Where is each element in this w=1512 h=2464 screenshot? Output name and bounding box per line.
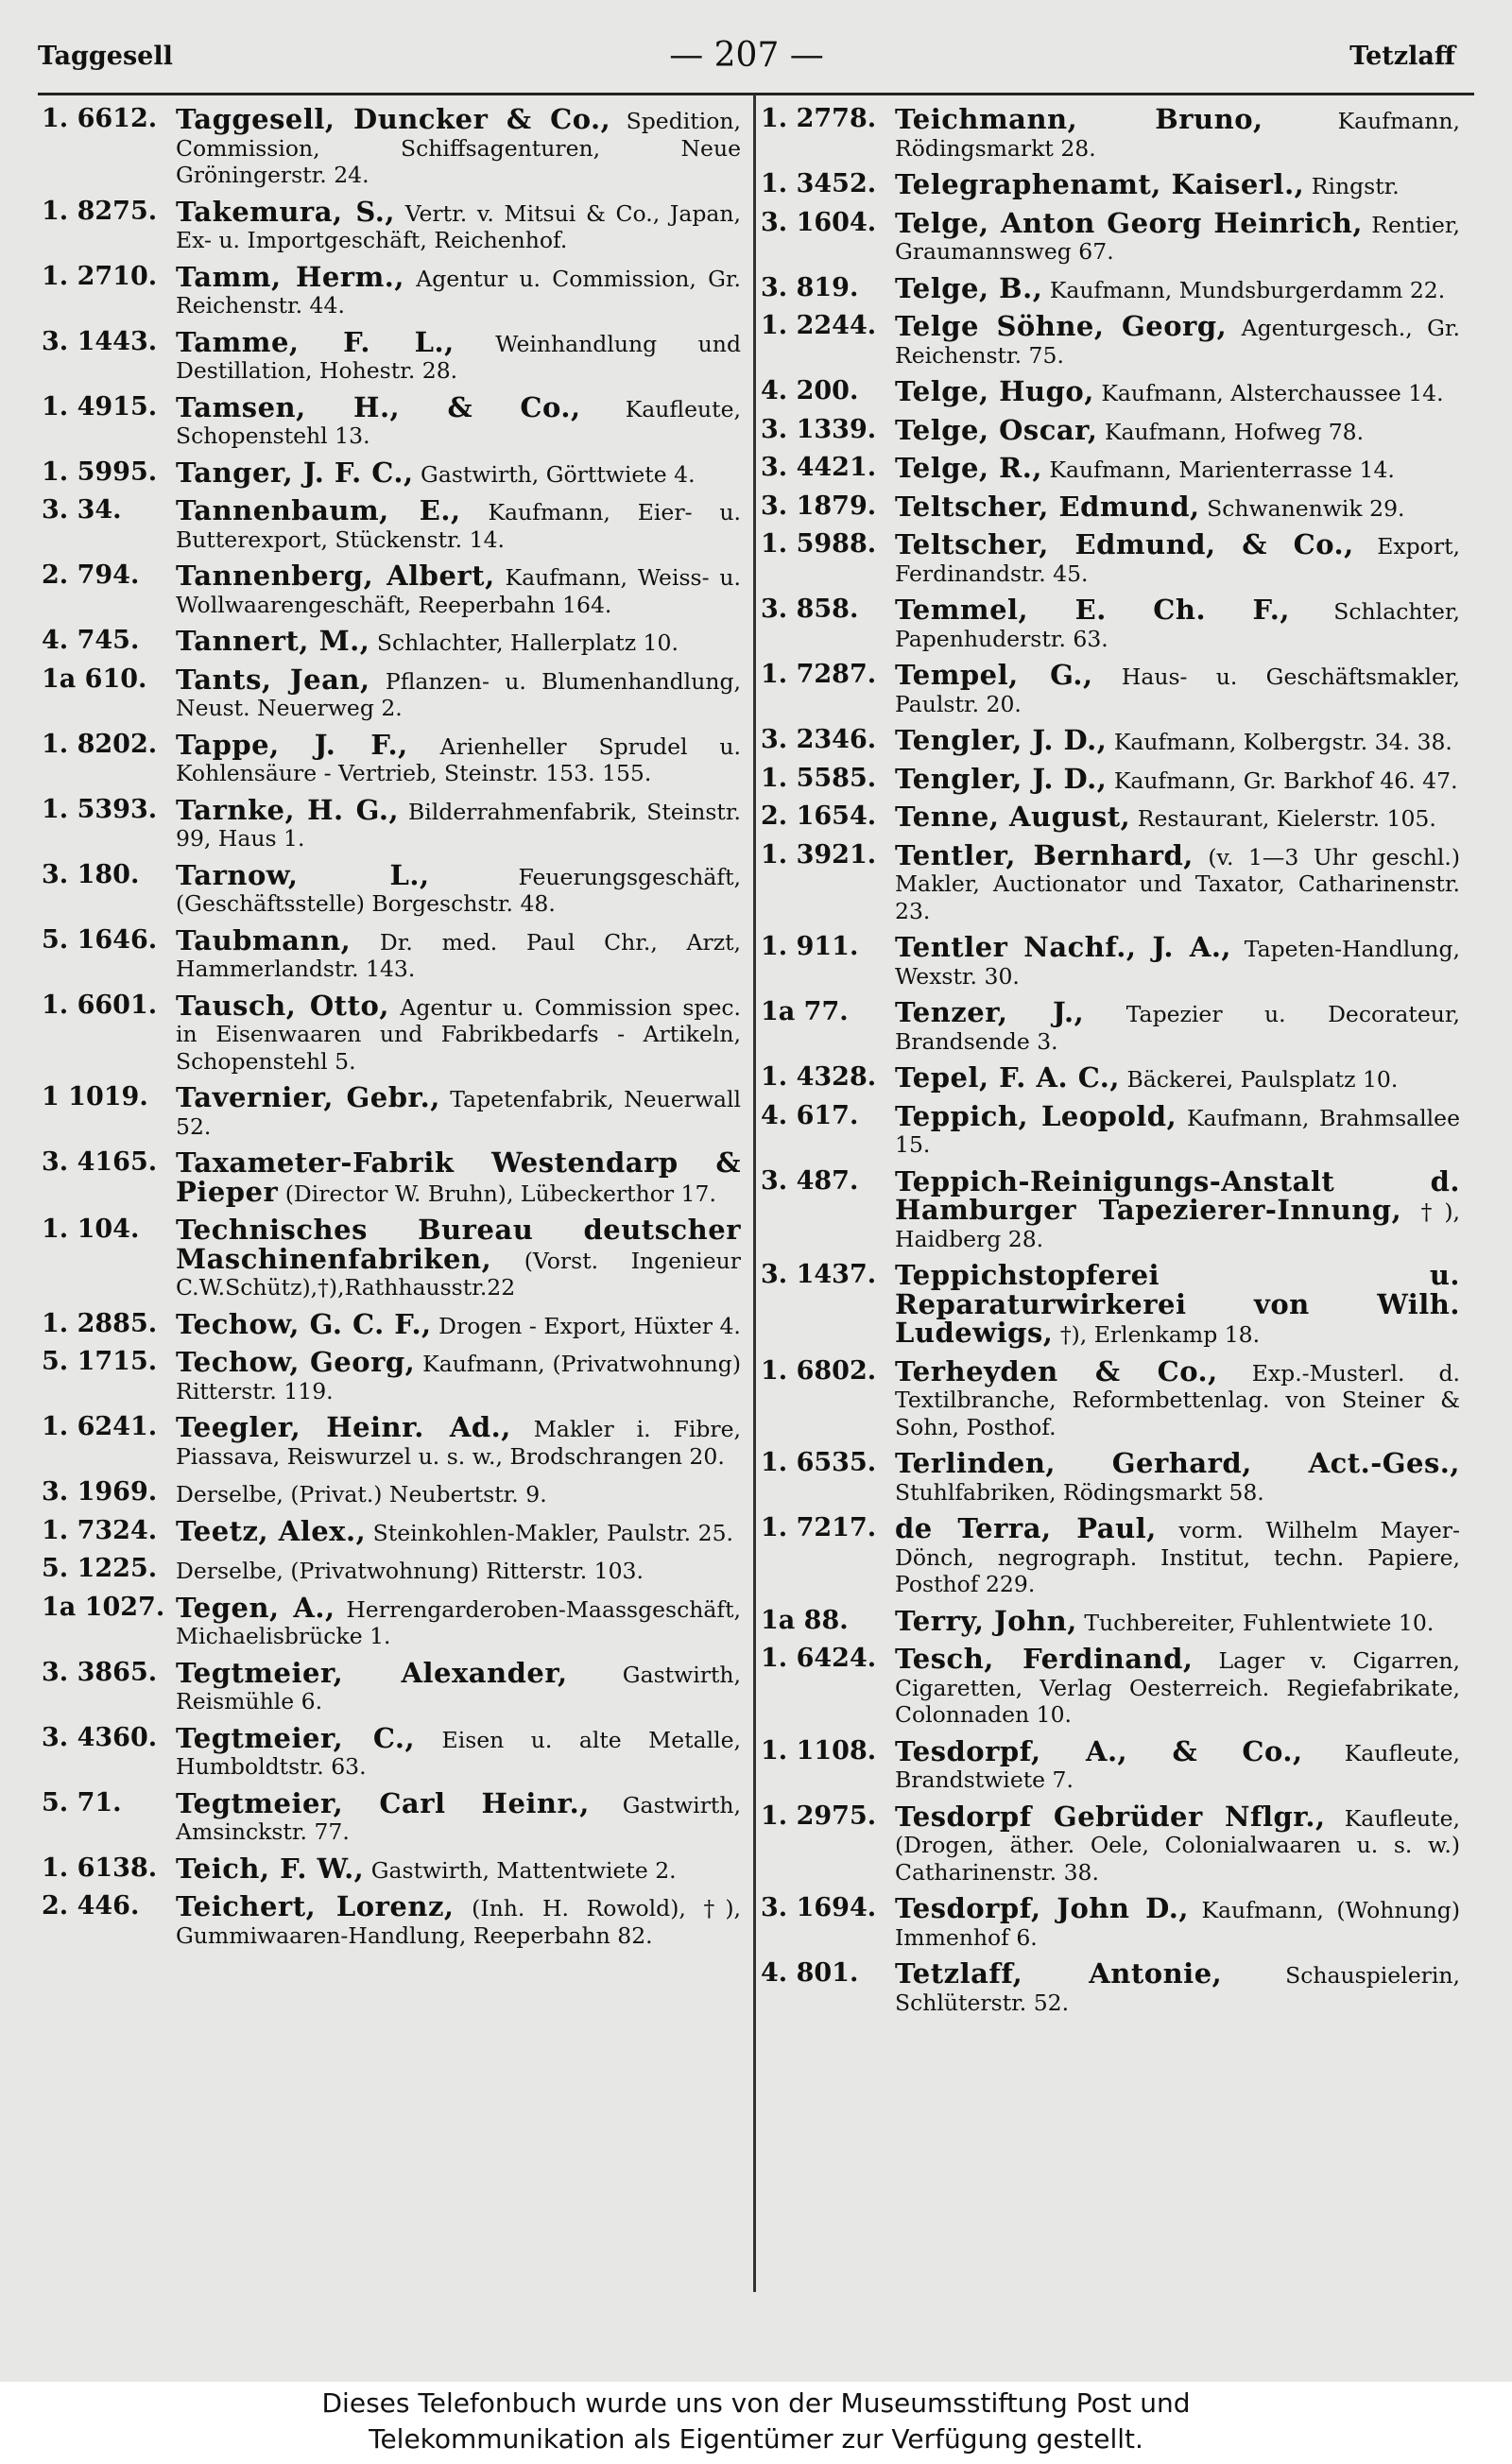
subscriber-name: Tappe, J. F., bbox=[176, 728, 408, 761]
subscriber-name: Tengler, J. D., bbox=[895, 762, 1108, 795]
directory-entry bbox=[42, 1346, 741, 1404]
phone-number: 3. 1969. bbox=[42, 1477, 158, 1507]
phone-number: 1. 104. bbox=[42, 1215, 140, 1244]
header-last-name: Tetzlaff bbox=[1349, 42, 1455, 71]
subscriber-details: Bäckerei, Paulsplatz 10. bbox=[1126, 1066, 1399, 1093]
subscriber-name: Tamsen, H., & Co., bbox=[176, 390, 581, 423]
subscriber-name: Terheyden & Co., bbox=[895, 1354, 1218, 1387]
subscriber-name: Telegraphenamt, Kaiserl., bbox=[895, 168, 1305, 200]
subscriber-name: Tegtmeier, Alexander, bbox=[176, 1656, 568, 1689]
phone-number: 1. 2710. bbox=[42, 261, 158, 291]
subscriber-details: Gastwirth, Amsinckstr. 77. bbox=[176, 1791, 741, 1845]
directory-entry bbox=[761, 103, 1460, 162]
phone-number: 1. 4915. bbox=[42, 391, 158, 422]
directory-entry bbox=[42, 1411, 741, 1470]
directory-entry bbox=[761, 413, 1460, 446]
phone-number: 4. 801. bbox=[761, 1958, 859, 1988]
directory-entry bbox=[42, 1146, 741, 1208]
subscriber-name: Tesdorpf Gebrüder Nflgr., bbox=[895, 1800, 1326, 1833]
subscriber-details: Schlachter, Papenhuderstr. 63. bbox=[895, 598, 1460, 652]
directory-entry bbox=[42, 1721, 741, 1781]
directory-entry bbox=[761, 1892, 1460, 1951]
footer-line-2: Telekommunikation als Eigentümer zur Verfügung gestellt. bbox=[369, 2423, 1143, 2455]
phone-number: 1. 5995. bbox=[42, 457, 158, 487]
directory-entry bbox=[761, 1354, 1460, 1441]
phone-number: 5. 1646. bbox=[42, 924, 158, 955]
header-first-name: Taggesell bbox=[38, 42, 173, 71]
subscriber-details: Schwanenwik 29. bbox=[1207, 494, 1405, 522]
subscriber-details: Weinhandlung und Destillation, Hohestr. 28. bbox=[176, 330, 741, 384]
subscriber-name: Temmel, E. Ch. F., bbox=[895, 594, 1290, 626]
right-column bbox=[761, 103, 1461, 2025]
subscriber-details: Kaufmann, Alsterchaussee 14. bbox=[1101, 380, 1444, 406]
directory-entry bbox=[761, 1447, 1460, 1506]
subscriber-details: (Vorst. Ingenieur C.W.Schütz),†),Rathhausstr.22 bbox=[176, 1247, 741, 1301]
phone-number: 3. 4360. bbox=[42, 1722, 158, 1752]
subscriber-details: Agenturgesch., Gr. Reichenstr. 75. bbox=[895, 315, 1460, 369]
directory-entry bbox=[42, 1890, 741, 1949]
phone-number: 1. 6535. bbox=[761, 1448, 877, 1477]
subscriber-details: Kaufmann, Weiss- u. Wollwaarengeschäft, Reeperbahn 164. bbox=[176, 564, 741, 618]
phone-number: 1. 6138. bbox=[42, 1852, 158, 1883]
subscriber-details: Kaufmann, Rödingsmarkt 28. bbox=[895, 108, 1460, 162]
subscriber-details: (Director W. Bruhn), Lübeckerthor 17. bbox=[284, 1180, 716, 1207]
phone-number: 1. 2778. bbox=[761, 104, 877, 133]
footer-line-1: Dieses Telefonbuch wurde uns von der Museumsstiftung Post und bbox=[321, 2387, 1191, 2419]
directory-entry bbox=[761, 724, 1460, 756]
subscriber-details: Agentur u. Commission, Gr. Reichenstr. 44. bbox=[176, 265, 741, 319]
phone-number: 1. 2885. bbox=[42, 1308, 158, 1338]
subscriber-details: Eisen u. alte Metalle, Humboldtstr. 63. bbox=[176, 1726, 741, 1780]
phone-number: 1. 8202. bbox=[42, 729, 158, 759]
subscriber-name: Teichmann, Bruno, bbox=[895, 103, 1263, 135]
phone-number: 2. 1654. bbox=[761, 801, 877, 831]
subscriber-details: Spedition, Commission, Schiffsagenturen, Neue Gröningerstr. 24. bbox=[176, 108, 741, 188]
directory-entry bbox=[42, 1216, 741, 1301]
subscriber-name: Tarnow, L., bbox=[176, 858, 430, 891]
directory-entry bbox=[42, 1591, 741, 1650]
subscriber-name: Tegtmeier, C., bbox=[176, 1721, 416, 1754]
subscriber-name: Taxameter-Fabrik Westendarp & Pieper bbox=[176, 1146, 741, 1208]
subscriber-details: Bilderrahmenfabrik, Steinstr. 99, Haus 1. bbox=[176, 798, 741, 852]
phone-number: 1. 5988. bbox=[761, 529, 877, 559]
subscriber-name: Tentler, Bernhard, bbox=[895, 838, 1194, 871]
subscriber-details: (v. 1—3 Uhr geschl.) Makler, Auctionator und Taxator, Catharinenstr. 23. bbox=[895, 843, 1460, 924]
phone-number: 1. 8275. bbox=[42, 196, 158, 226]
subscriber-details: †), Haidberg 28. bbox=[895, 1198, 1461, 1252]
subscriber-details: Gastwirth, Reismühle 6. bbox=[176, 1661, 741, 1714]
subscriber-details: Kaufmann, Brahmsallee 15. bbox=[895, 1104, 1460, 1158]
phone-number: 3. 1694. bbox=[761, 1893, 877, 1922]
directory-entry bbox=[42, 1514, 741, 1547]
directory-entry bbox=[42, 494, 741, 553]
subscriber-details: †), Erlenkamp 18. bbox=[1059, 1321, 1261, 1348]
subscriber-name: Takemura, S., bbox=[176, 195, 395, 228]
page-number: — 207 — bbox=[669, 36, 824, 75]
phone-number: 4. 200. bbox=[761, 376, 859, 405]
subscriber-details: Tapeten-Handlung, Wexstr. 30. bbox=[895, 936, 1460, 990]
subscriber-details: Schauspielerin, Schlüterstr. 52. bbox=[895, 1962, 1460, 2016]
subscriber-name: Tenne, August, bbox=[895, 801, 1131, 833]
subscriber-name: Telge, R., bbox=[895, 452, 1042, 484]
directory-entry bbox=[761, 1800, 1460, 1887]
phone-number: 1. 1108. bbox=[761, 1735, 877, 1766]
subscriber-details: Tapezier u. Decorateur, Brandsende 3. bbox=[895, 1001, 1460, 1055]
subscriber-details: Pflanzen- u. Blumenhandlung, Neust. Neuerweg 2. bbox=[176, 667, 741, 721]
directory-entry bbox=[761, 452, 1460, 484]
phone-number: 1. 6424. bbox=[761, 1644, 877, 1673]
subscriber-details: Restaurant, Kielerstr. 105. bbox=[1137, 805, 1436, 832]
phone-number: 3. 1339. bbox=[761, 414, 877, 444]
subscriber-name: Telge, Anton Georg Heinrich, bbox=[895, 206, 1363, 239]
subscriber-details: Lager v. Cigarren, Cigaretten, Verlag Oesterreich. Regiefabrikate, Colonnaden 10. bbox=[895, 1647, 1460, 1728]
subscriber-details: Dr. med. Paul Chr., Arzt, Hammerlandstr. 143. bbox=[176, 928, 741, 982]
column-divider bbox=[753, 95, 756, 2292]
phone-number: 1. 6612. bbox=[42, 104, 158, 133]
directory-entry bbox=[761, 528, 1460, 587]
subscriber-name: Tesdorpf, John D., bbox=[895, 1892, 1189, 1924]
directory-entry bbox=[42, 1852, 741, 1885]
subscriber-name: Tannenbaum, E., bbox=[176, 494, 461, 526]
subscriber-details: Ringstr. bbox=[1311, 173, 1400, 199]
subscriber-name: Telge, Hugo, bbox=[895, 375, 1094, 407]
phone-number: 1. 6802. bbox=[761, 1355, 877, 1386]
phone-number: 3. 487. bbox=[761, 1165, 859, 1196]
phone-number: 1. 3452. bbox=[761, 169, 877, 198]
subscriber-name: Taubmann, bbox=[176, 923, 352, 956]
subscriber-name: Terlinden, Gerhard, Act.-Ges., bbox=[895, 1447, 1460, 1479]
directory-entry bbox=[42, 1786, 741, 1846]
subscriber-name: Teegler, Heinr. Ad., bbox=[176, 1411, 511, 1443]
directory-entry bbox=[42, 390, 741, 450]
subscriber-details: Kaufleute, Brandstwiete 7. bbox=[895, 1739, 1460, 1793]
subscriber-name: Telge, B., bbox=[895, 271, 1043, 304]
phone-number: 1. 3921. bbox=[761, 839, 877, 870]
subscriber-details: Kaufmann, Mundsburgerdamm 22. bbox=[1049, 276, 1446, 303]
subscriber-details: vorm. Wilhelm Mayer-Dönch, negrograph. Institut, techn. Papiere, Posthof 229. bbox=[895, 1517, 1460, 1597]
phone-number: 1a 88. bbox=[761, 1605, 849, 1635]
footer-notice bbox=[0, 2382, 1512, 2464]
phone-number: 3. 858. bbox=[761, 594, 859, 624]
subscriber-name: Telge Söhne, Georg, bbox=[895, 310, 1228, 342]
phone-number: 3. 34. bbox=[42, 495, 122, 525]
subscriber-details: Kaufmann, Hofweg 78. bbox=[1104, 418, 1365, 445]
directory-entry bbox=[42, 728, 741, 787]
phone-number: 2. 794. bbox=[42, 560, 140, 590]
directory-entry bbox=[42, 1479, 741, 1508]
subscriber-name: Tants, Jean, bbox=[176, 663, 370, 696]
subscriber-details: Kaufleute, (Drogen, äther. Oele, Colonialwaaren u. s. w.) Catharinenstr. 38. bbox=[895, 1804, 1460, 1886]
phone-number: 4. 745. bbox=[42, 626, 140, 655]
phone-number: 1a 1027. bbox=[42, 1592, 165, 1622]
phone-number: 1 1019. bbox=[42, 1082, 148, 1111]
subscriber-details: Gastwirth, Görttwiete 4. bbox=[421, 460, 696, 488]
directory-entry bbox=[761, 996, 1460, 1055]
phone-number: 3. 819. bbox=[761, 272, 859, 302]
subscriber-details: Vertr. v. Mitsui & Co., Japan, Ex- u. Importgeschäft, Reichenhof. bbox=[176, 199, 741, 253]
subscriber-details: Gastwirth, Mattentwiete 2. bbox=[370, 1856, 677, 1884]
phone-number: 1. 6241. bbox=[42, 1412, 158, 1441]
subscriber-details: Tuchbereiter, Fuhlentwiete 10. bbox=[1084, 1609, 1435, 1636]
phone-number: 2. 446. bbox=[42, 1891, 140, 1921]
subscriber-name: Teppichstopferei u. Reparaturwirkerei von Wilh. Ludewigs, bbox=[895, 1259, 1460, 1349]
subscriber-details: Steinkohlen-Makler, Paulstr. 25. bbox=[372, 1519, 733, 1546]
subscriber-name: Tempel, G., bbox=[895, 659, 1093, 691]
directory-entry bbox=[42, 195, 741, 254]
subscriber-name: Tamm, Herm., bbox=[176, 260, 404, 293]
subscriber-details: Export, Ferdinandstr. 45. bbox=[895, 533, 1460, 587]
subscriber-name: Tetzlaff, Antonie, bbox=[895, 1957, 1223, 1990]
phone-number: 3. 1437. bbox=[761, 1260, 877, 1289]
directory-entry bbox=[42, 1307, 741, 1340]
phone-number: 5. 1225. bbox=[42, 1554, 158, 1583]
subscriber-details: Kaufmann, Eier- u. Butterexport, Stückenstr. 14. bbox=[176, 499, 741, 553]
directory-entry bbox=[761, 1099, 1460, 1159]
subscriber-name: Tavernier, Gebr., bbox=[176, 1081, 440, 1113]
directory-entry bbox=[761, 803, 1460, 833]
phone-number: 5. 71. bbox=[42, 1787, 122, 1818]
directory-entry bbox=[761, 762, 1460, 795]
subscriber-name: de Terra, Paul, bbox=[895, 1512, 1157, 1544]
subscriber-name: Techow, G. C. F., bbox=[176, 1307, 432, 1340]
directory-entry bbox=[42, 103, 741, 189]
subscriber-name: Taggesell, Duncker & Co., bbox=[176, 103, 611, 135]
subscriber-details: Herrengarderoben-Maassgeschäft, Michaelisbrücke 1. bbox=[176, 1595, 741, 1649]
phone-number: 1. 5393. bbox=[42, 794, 158, 824]
subscriber-details: Drogen - Export, Hüxter 4. bbox=[438, 1312, 741, 1339]
directory-entry bbox=[42, 989, 741, 1076]
directory-entry bbox=[42, 663, 741, 722]
phone-number: 1. 2975. bbox=[761, 1801, 877, 1831]
subscriber-details: Kaufmann, Kolbergstr. 34. 38. bbox=[1113, 729, 1452, 755]
subscriber-name: Tamme, F. L., bbox=[176, 325, 455, 358]
subscriber-details: Derselbe, (Privatwohnung) Ritterstr. 103. bbox=[176, 1558, 644, 1584]
phone-number: 3. 1604. bbox=[761, 207, 877, 237]
directory-entry bbox=[761, 271, 1460, 304]
directory-entry bbox=[42, 325, 741, 385]
phone-number: 3. 180. bbox=[42, 859, 140, 889]
subscriber-name: Teltscher, Edmund, & Co., bbox=[895, 528, 1354, 560]
directory-entry bbox=[42, 1081, 741, 1140]
left-column bbox=[42, 103, 741, 1958]
subscriber-name: Teltscher, Edmund, bbox=[895, 490, 1200, 523]
phone-number: 3. 4165. bbox=[42, 1147, 158, 1177]
phone-number: 1. 5585. bbox=[761, 763, 877, 793]
subscriber-details: Arienheller Sprudel u. Kohlensäure - Vertrieb, Steinstr. 153. 155. bbox=[176, 732, 741, 786]
directory-entry bbox=[761, 1957, 1460, 2016]
directory-entry bbox=[761, 310, 1460, 369]
directory-entry bbox=[761, 931, 1460, 990]
subscriber-details: Haus- u. Geschäftsmakler, Paulstr. 20. bbox=[895, 663, 1460, 717]
directory-entry bbox=[761, 375, 1460, 407]
subscriber-details: Kaufleute, Schopenstehl 13. bbox=[176, 395, 741, 449]
directory-entry bbox=[761, 1512, 1460, 1598]
phone-number: 3. 3865. bbox=[42, 1657, 158, 1687]
phone-number: 1. 7324. bbox=[42, 1515, 158, 1545]
phone-number: 4. 617. bbox=[761, 1100, 859, 1130]
subscriber-name: Teppich-Reinigungs-Anstalt d. Hamburger Tapezierer-Innung, bbox=[895, 1164, 1460, 1226]
subscriber-name: Terry, John, bbox=[895, 1604, 1077, 1637]
subscriber-details: Derselbe, (Privat.) Neubertstr. 9. bbox=[176, 1481, 547, 1508]
subscriber-details: Exp.-Musterl. d. Textilbranche, Reformbettenlag. von Steiner & Sohn, Posthof. bbox=[895, 1359, 1460, 1440]
subscriber-details: Stuhlfabriken, Rödingsmarkt 58. bbox=[895, 1478, 1264, 1506]
subscriber-details: Feuerungsgeschäft, (Geschäftsstelle) Borgeschstr. 48. bbox=[176, 863, 741, 917]
directory-entry bbox=[42, 1656, 741, 1715]
subscriber-details: Makler i. Fibre, Piassava, Reiswurzel u. s. w., Brodschrangen 20. bbox=[176, 1416, 741, 1470]
phone-number: 1. 2244. bbox=[761, 311, 877, 340]
subscriber-name: Tesch, Ferdinand, bbox=[895, 1643, 1194, 1675]
subscriber-name: Tesdorpf, A., & Co., bbox=[895, 1734, 1303, 1767]
subscriber-details: Tapetenfabrik, Neuerwall 52. bbox=[176, 1086, 741, 1140]
directory-entry bbox=[761, 659, 1460, 717]
directory-entry bbox=[42, 858, 741, 918]
phone-number: 1a 610. bbox=[42, 663, 147, 694]
phone-number: 3. 4421. bbox=[761, 453, 877, 482]
directory-entry bbox=[761, 1643, 1460, 1729]
subscriber-name: Tenzer, J., bbox=[895, 996, 1085, 1028]
directory-entry bbox=[761, 206, 1460, 266]
subscriber-details: Kaufmann, (Privatwohnung) Ritterstr. 119. bbox=[176, 1351, 741, 1404]
page-header bbox=[38, 32, 1455, 78]
phone-number: 1. 7217. bbox=[761, 1513, 877, 1542]
subscriber-name: Tanger, J. F. C., bbox=[176, 456, 414, 489]
subscriber-name: Tentler Nachf., J. A., bbox=[895, 931, 1232, 963]
directory-entry bbox=[42, 1556, 741, 1585]
subscriber-details: Schlachter, Hallerplatz 10. bbox=[376, 629, 679, 656]
subscriber-details: Rentier, Graumannsweg 67. bbox=[895, 211, 1460, 265]
directory-entry bbox=[42, 260, 741, 319]
phone-number: 5. 1715. bbox=[42, 1347, 158, 1376]
directory-entry bbox=[761, 1061, 1460, 1094]
phone-number: 3. 1443. bbox=[42, 326, 158, 356]
directory-entry bbox=[42, 923, 741, 983]
subscriber-name: Tannenberg, Albert, bbox=[176, 560, 495, 592]
directory-entry bbox=[761, 596, 1460, 652]
directory-entry bbox=[761, 1734, 1460, 1794]
directory-entry bbox=[761, 168, 1460, 200]
subscriber-name: Tausch, Otto, bbox=[176, 989, 389, 1022]
subscriber-name: Technisches Bureau deutscher Maschinenfabriken, bbox=[176, 1214, 741, 1275]
phone-number: 1. 6601. bbox=[42, 990, 158, 1020]
directory-entry bbox=[42, 625, 741, 657]
subscriber-name: Tarnke, H. G., bbox=[176, 793, 400, 826]
subscriber-name: Teichert, Lorenz, bbox=[176, 1890, 455, 1922]
subscriber-details: Kaufmann, Marienterrasse 14. bbox=[1049, 457, 1395, 483]
directory-entry bbox=[761, 838, 1460, 925]
phone-number: 1. 4328. bbox=[761, 1062, 877, 1092]
header-rule bbox=[38, 93, 1474, 95]
subscriber-name: Teetz, Alex., bbox=[176, 1514, 367, 1547]
subscriber-name: Tengler, J. D., bbox=[895, 724, 1108, 756]
subscriber-name: Telge, Oscar, bbox=[895, 413, 1098, 446]
directory-entry bbox=[42, 562, 741, 618]
directory-entry bbox=[761, 1604, 1460, 1637]
phone-number: 3. 1879. bbox=[761, 491, 877, 521]
phone-number: 3. 2346. bbox=[761, 725, 877, 754]
subscriber-name: Tegen, A., bbox=[176, 1591, 335, 1624]
phone-number: 1a 77. bbox=[761, 997, 849, 1026]
subscriber-details: Kaufmann, Gr. Barkhof 46. 47. bbox=[1113, 767, 1458, 794]
directory-entry bbox=[761, 1164, 1461, 1253]
subscriber-name: Tannert, M., bbox=[176, 625, 370, 657]
subscriber-name: Tegtmeier, Carl Heinr., bbox=[176, 1786, 590, 1819]
directory-entry bbox=[42, 456, 741, 489]
subscriber-details: (Inh. H. Rowold), †), Gummiwaaren-Handlung, Reeperbahn 82. bbox=[176, 1895, 741, 1949]
phone-number: 1. 911. bbox=[761, 932, 859, 961]
subscriber-name: Tepel, F. A. C., bbox=[895, 1061, 1120, 1094]
subscriber-name: Teich, F. W., bbox=[176, 1852, 365, 1885]
directory-entry bbox=[761, 1259, 1460, 1349]
subscriber-details: Kaufmann, (Wohnung) Immenhof 6. bbox=[895, 1897, 1460, 1951]
directory-entry bbox=[761, 490, 1460, 523]
directory-entry bbox=[42, 793, 741, 853]
subscriber-name: Teppich, Leopold, bbox=[895, 1099, 1177, 1132]
subscriber-details: Agentur u. Commission spec. in Eisenwaaren und Fabrikbedarfs - Artikeln, Schopenstehl 5. bbox=[176, 993, 741, 1075]
phone-number: 1. 7287. bbox=[761, 660, 877, 689]
subscriber-name: Techow, Georg, bbox=[176, 1346, 416, 1378]
